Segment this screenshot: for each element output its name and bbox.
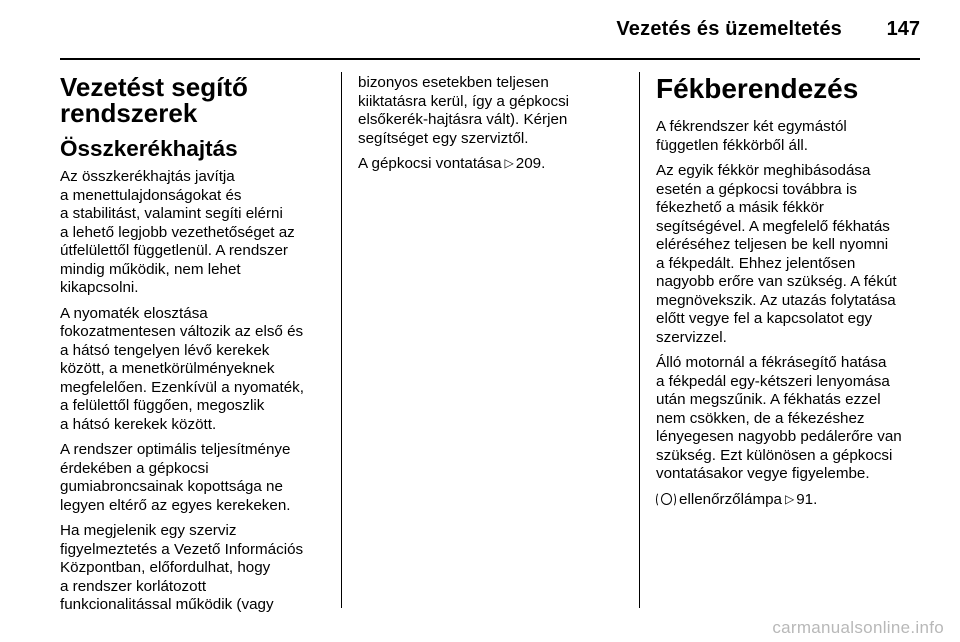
subsection-title-awd: Összkerékhajtás	[60, 136, 238, 161]
page-number: 147	[886, 18, 920, 40]
watermark: carmanualsonline.info	[772, 618, 944, 637]
column-divider	[341, 72, 342, 608]
paragraph: Álló motornál a fékrásegítő hatása a fékpedál egy-kétszeri lenyomása után megszűnik. A fékhatás ezzel nem csökken, de a fékezéshez lényegesen nagyobb pedálerőre van szükség. Ezt különösen a gépkocsi vontatásakor vegye figyelembe.	[656, 354, 902, 482]
reference-label: A gépkocsi vontatása	[358, 155, 502, 172]
section-title-brakes: Fékberendezés	[656, 73, 859, 104]
header-rule	[60, 58, 920, 60]
indicator-label: ellenőrzőlámpa	[679, 490, 782, 508]
paragraph: A rendszer optimális teljesítménye érdekében a gépkocsi gumiabroncsainak kopottsága ne legyen eltérő az egyes kerekeken.	[60, 441, 291, 514]
reference-page[interactable]: 91.	[796, 490, 818, 508]
paragraph: bizonyos esetekben teljesen kiiktatásra kerül, így a gépkocsi elsőkerék-hajtásra vált). Kérjen segítséget egy szerviztől.	[358, 74, 570, 147]
paragraph: A fékrendszer két egymástól független fékkörből áll.	[656, 118, 847, 154]
reference-arrow-icon: ▷	[785, 491, 795, 506]
column-divider	[639, 72, 640, 608]
column-1	[60, 74, 330, 622]
paragraph: Az egyik fékkör meghibásodása esetén a gépkocsi továbbra is fékezhető a másik fékkör segítségével. A megfelelő fékhatás eléréséhez teljesen be kell nyomni a fékpedált. Ehhez jelentősen nagyobb erőre van szükség. A fékút megnövekszik. Az utazás folytatása előtt vegye fel a kapcsolatot egy szervizzel.	[656, 162, 897, 346]
paragraph: A nyomaték elosztása fokozatmentesen változik az első és a hátsó tengelyen lévő kerekek között, a menetkörülményeknek megfelelően. Ezenkívül a nyomaték, a felülettől függően, megoszlik a hátsó kerekek között.	[60, 304, 304, 433]
section-title-driver-assistance: Vezetést segítő rendszerek	[60, 72, 248, 128]
paragraph: Ha megjelenik egy szerviz figyelmeztetés a Vezető Információs Központban, előfordulhat, hogy a rendszer korlátozott funkcionalitással működik (vagy	[60, 522, 304, 613]
reference-page[interactable]: 209.	[515, 155, 546, 172]
brake-warning-indicator-icon	[656, 492, 676, 506]
paragraph: Az összkerékhajtás javítja a menettulajdonságokat és a stabilitást, valamint segíti elérni a lehető legjobb vezethetőséget az útfelülettől függetlenül. A rendszer mindig működik, nem lehet kikapcsolni.	[60, 168, 295, 296]
column-2	[358, 74, 628, 181]
running-header-title: Vezetés és üzemeltetés	[616, 18, 842, 40]
cross-reference-towing	[358, 155, 628, 174]
cross-reference-indicator	[656, 491, 926, 510]
reference-arrow-icon: ▷	[504, 156, 514, 170]
column-3	[656, 74, 926, 516]
